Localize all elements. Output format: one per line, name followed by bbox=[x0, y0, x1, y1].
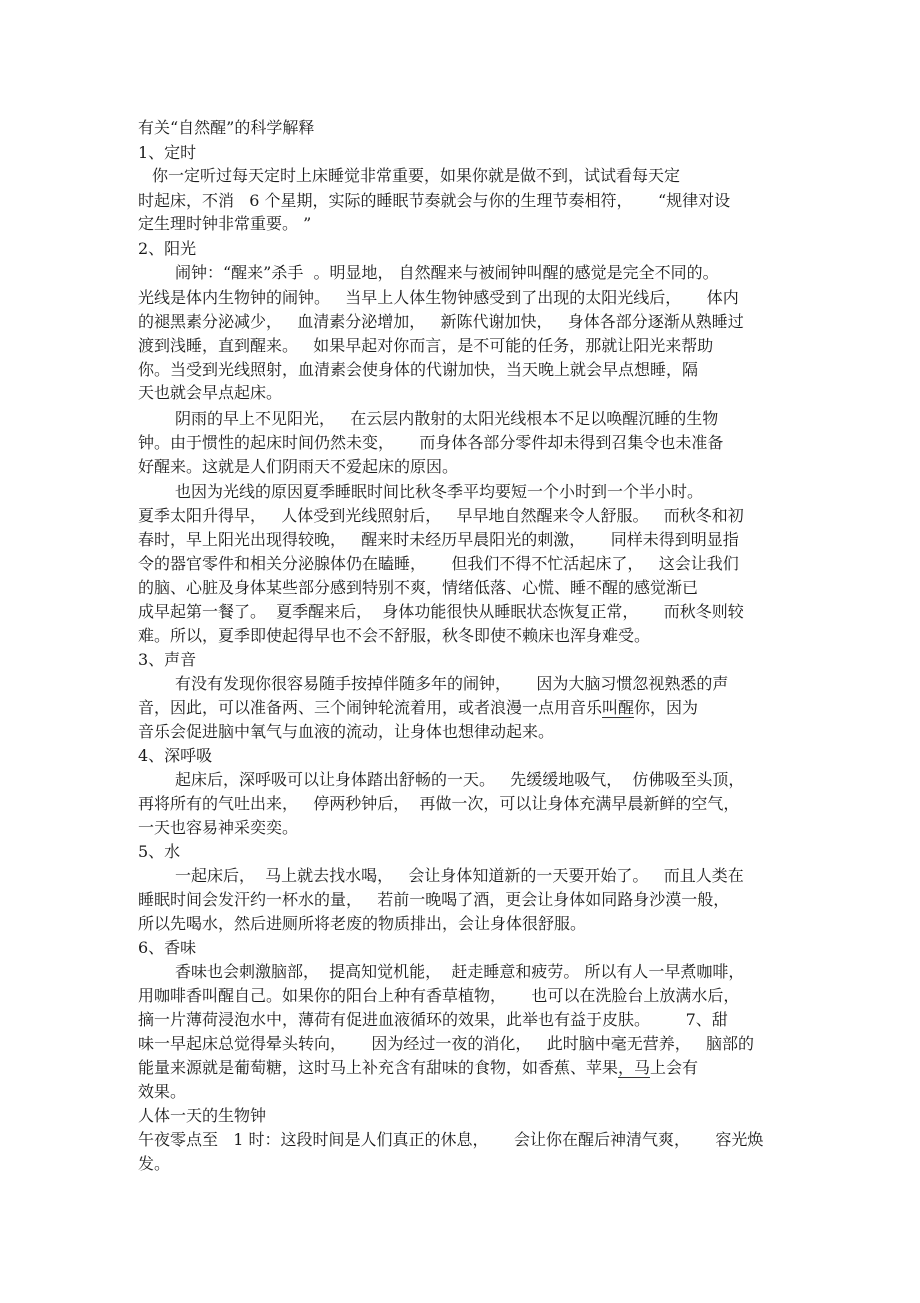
paragraph-line: 发。 bbox=[138, 1154, 171, 1173]
paragraph-line: 一起床后， 马上就去找水喝， 会让身体知道新的一天要开始了。 而且人类在 bbox=[175, 866, 744, 885]
paragraph-line: 钟。由于惯性的起床时间仍然未变， 而身体各部分零件却未得到召集令也未准备 bbox=[138, 433, 724, 452]
text-run: 音，因此，可以准备两、三个闹钟轮流着用，或者浪漫一点用音乐 bbox=[138, 698, 603, 717]
paragraph-line bbox=[138, 1055, 698, 1081]
paragraph-line: 成早起第一餐了。 夏季醒来后， 身体功能很快从睡眠状态恢复正常， 而秋冬则较 bbox=[138, 602, 744, 621]
paragraph-line: 光线是体内生物钟的闹钟。 当早上人体生物钟感受到了出现的太阳光线后， 体内 bbox=[138, 288, 739, 307]
paragraph-line: 天也就会早点起床。 bbox=[138, 383, 283, 402]
biological-clock-heading: 人体一天的生物钟 bbox=[138, 1106, 267, 1125]
paragraph-line: 再将所有的气吐出来， 停两秒钟后， 再做一次，可以让身体充满早晨新鲜的空气， bbox=[138, 794, 740, 813]
underlined-text: 叫醒 bbox=[602, 698, 635, 717]
paragraph-line: 闹钟：“醒来”杀手 。明显地， 自然醒来与被闹钟叫醒的感觉是完全不同的。 bbox=[175, 263, 719, 282]
paragraph-line: 睡眠时间会发汗约一杯水的量， 若前一晚喝了酒，更会让身体如同路身沙漠一般， bbox=[138, 890, 730, 909]
paragraph-line: 时起床，不消 6 个星期，实际的睡眠节奏就会与你的生理节奏相符， “规律对设 bbox=[138, 191, 731, 210]
section-3-heading: 3、声音 bbox=[138, 650, 197, 669]
paragraph-line: 起床后，深呼吸可以让身体踏出舒畅的一天。 先缓缓地吸气， 仿佛吸至头顶， bbox=[175, 770, 745, 789]
paragraph-line: 夏季太阳升得早， 人体受到光线照射后， 早早地自然醒来令人舒服。 而秋冬和初 bbox=[138, 506, 744, 525]
text-run: 你，因为 bbox=[634, 698, 699, 717]
paragraph-line: 效果。 bbox=[138, 1082, 187, 1101]
paragraph-line: 用咖啡香叫醒自己。如果你的阳台上种有香草植物， 也可以在洗脸台上放满水后， bbox=[138, 986, 740, 1005]
section-2-heading: 2、阳光 bbox=[138, 239, 197, 258]
section-6-heading: 6、香味 bbox=[138, 938, 197, 957]
text-run: 上会有 bbox=[650, 1058, 699, 1077]
underlined-text: ，马 bbox=[618, 1058, 651, 1077]
paragraph-line: 音乐会促进脑中氧气与血液的流动，让身体也想律动起来。 bbox=[138, 722, 555, 741]
paragraph-line: 的褪黑素分泌减少， 血清素分泌增加， 新陈代谢加快， 身体各部分逐渐从熟睡过 bbox=[138, 312, 744, 331]
paragraph-line: 你。当受到光线照射，血清素会使身体的代谢加快，当天晚上就会早点想睡，隔 bbox=[138, 360, 699, 379]
paragraph-line: 渡到浅睡，直到醒来。 如果早起对你而言，是不可能的任务，那就让阳光来帮助 bbox=[138, 336, 714, 355]
paragraph-line: 的脑、心脏及身体某些部分感到特别不爽，情绪低落、心慌、睡不醒的感觉渐已 bbox=[138, 578, 699, 597]
paragraph-line: 好醒来。这就是人们阴雨天不爱起床的原因。 bbox=[138, 457, 459, 476]
paragraph-line: 阴雨的早上不见阳光， 在云层内散射的太阳光线根本不足以唤醒沉睡的生物 bbox=[175, 409, 719, 428]
text-run: 能量来源就是葡萄糖，这时马上补充含有甜味的食物，如香蕉、苹果 bbox=[138, 1058, 619, 1077]
paragraph-line: 春时，早上阳光出现得较晚， 醒来时未经历早晨阳光的刺激， 同样未得到明显指 bbox=[138, 530, 739, 549]
paragraph-line: 一天也容易神采奕奕。 bbox=[138, 818, 299, 837]
section-5-heading: 5、水 bbox=[138, 842, 181, 861]
paragraph-line bbox=[138, 695, 698, 721]
paragraph-line: 香味也会刺激脑部， 提高知觉机能， 赶走睡意和疲劳。 所以有人一早煮咖啡， bbox=[175, 962, 745, 981]
section-4-heading: 4、深呼吸 bbox=[138, 746, 213, 765]
paragraph-line: 难。所以，夏季即使起得早也不会不舒服，秋冬即使不赖床也浑身难受。 bbox=[138, 626, 651, 645]
paragraph-line: 所以先喝水，然后进厕所将老废的物质排出，会让身体很舒服。 bbox=[138, 914, 587, 933]
paragraph-line: 摘一片薄荷浸泡水中，薄荷有促进血液循环的效果，此举也有益于皮肤。 7、甜 bbox=[138, 1010, 728, 1029]
section-1-heading: 1、定时 bbox=[138, 143, 197, 162]
paragraph-line: 令的器官零件和相关分泌腺体仍在瞌睡， 但我们不得不忙活起床了， 这会让我们 bbox=[138, 554, 739, 573]
paragraph-line: 你一定听过每天定时上床睡觉非常重要，如果你就是做不到，试试看每天定 bbox=[152, 166, 681, 185]
document-title: 有关“自然醒”的科学解释 bbox=[138, 118, 315, 137]
paragraph-line: 午夜零点至 1 时：这段时间是人们真正的休息， 会让你在醒后神清气爽， 容光焕 bbox=[138, 1130, 764, 1149]
paragraph-line: 有没有发现你很容易随手按掉伴随多年的闹钟， 因为大脑习惯忽视熟悉的声 bbox=[175, 674, 729, 693]
paragraph-line: 味一早起床总觉得晕头转向， 因为经过一夜的消化， 此时脑中毫无营养， 脑部的 bbox=[138, 1034, 754, 1053]
paragraph-line: 定生理时钟非常重要。 ” bbox=[138, 214, 312, 233]
paragraph-line: 也因为光线的原因夏季睡眠时间比秋冬季平均要短一个小时到一个半小时。 bbox=[175, 482, 704, 501]
